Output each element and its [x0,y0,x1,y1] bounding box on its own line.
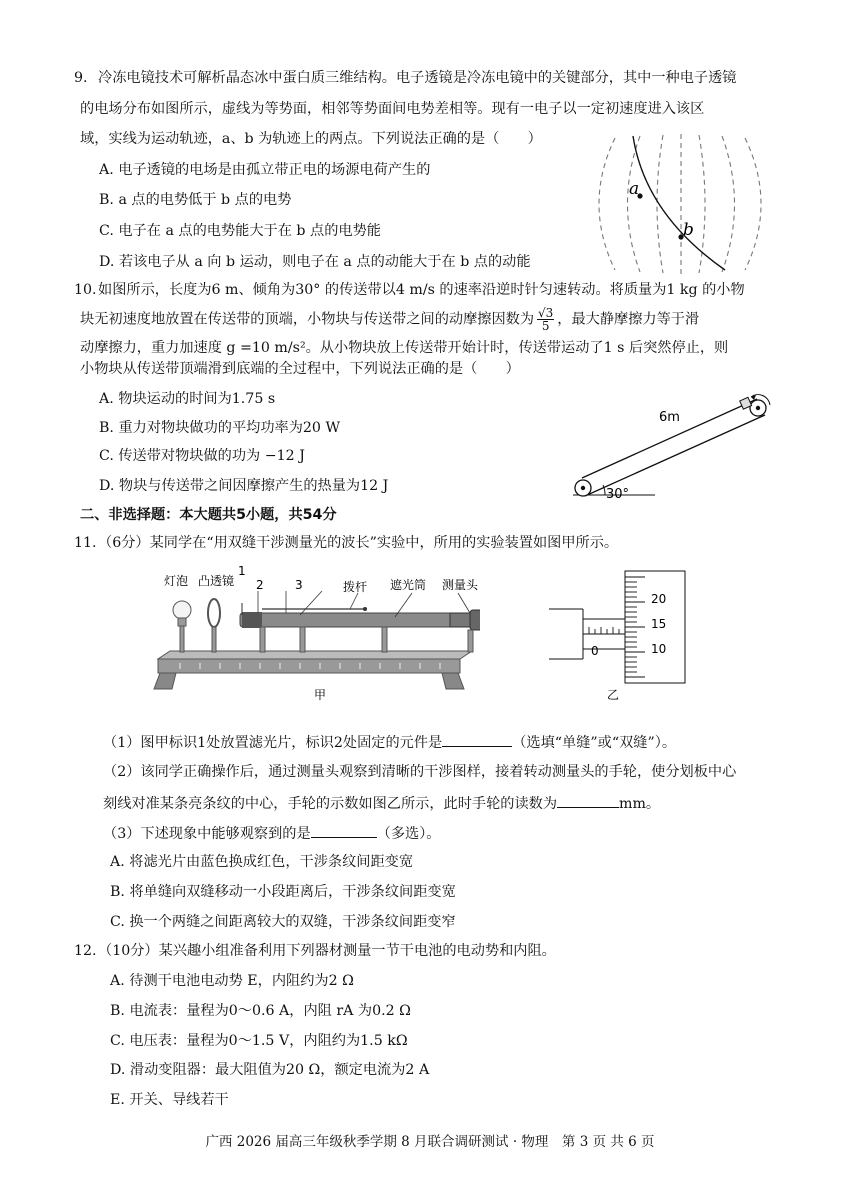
label-lever: 拨杆 [343,580,368,594]
q11-micrometer-figure [545,563,695,703]
q11-number: 11. [74,535,97,551]
q9-field-figure [585,134,775,274]
q10-option-b: B. 重力对物块做功的平均功率为20 W [99,420,341,436]
tick-0: 0 [591,644,599,658]
q11-option-c: C. 换一个两缝之间距离较大的双缝，干涉条纹间距变窄 [110,914,456,930]
q12-option-c: C. 电压表：量程为0～1.5 V，内阻约为1.5 kΩ [110,1033,408,1049]
q11-blank-1[interactable] [442,731,512,747]
q11-part-1: （1）图甲标识1处放置滤光片，标识2处固定的元件是 （选填“单缝”或“双缝”）。 [103,731,676,753]
tick-10: 10 [651,642,667,656]
q9-option-b: B. a 点的电势低于 b 点的电势 [99,192,292,208]
page-footer: 广西 2026 届高三年级秋季学期 8 月联合调研测试 · 物理 第 3 页 共 6 页 [205,1134,655,1150]
q11-part-2-line-2: 刻线对准某条亮条纹的中心，手轮的示数如图乙所示，此时手轮的读数为 mm。 [103,792,660,814]
q11-part-3: （3）下述现象中能够观察到的是 （多选）。 [103,822,441,844]
q11-blank-2[interactable] [557,792,619,808]
q10-option-d: D. 物块与传送带之间因摩擦产生的热量为12 J [99,478,389,494]
q9-number: 9. [74,70,88,86]
tick-20: 20 [651,592,667,606]
label-3: 3 [295,578,303,592]
q10-line-4: 小物块从传送带顶端滑到底端的全过程中，下列说法正确的是（ ） [80,361,520,377]
q12-option-d: D. 滑动变阻器：最大阻值为20 Ω，额定电流为2 A [110,1062,430,1078]
q9-line-1: 9. 冷冻电镜技术可解析晶态冰中蛋白质三维结构。电子透镜是冷冻电镜中的关键部分，其中一种电子透镜 [74,70,737,86]
q12-option-e: E. 开关、导线若干 [110,1092,229,1108]
q10-line-3: 动摩擦力，重力加速度 g =10 m/s²。从小物块放上传送带开始计时，传送带运动了1 s 后突然停止，则 [80,340,729,356]
q11-option-b: B. 将单缝向双缝移动一小段距离后，干涉条纹间距变宽 [110,884,456,900]
q9-option-c: C. 电子在 a 点的电势能大于在 b 点的电势能 [99,223,381,239]
q9-option-d: D. 若该电子从 a 向 b 运动，则电子在 a 点的动能大于在 b 点的动能 [99,254,531,270]
label-2: 2 [256,578,264,592]
q9-option-a: A. 电子透镜的电场是由孤立带正电的场源电荷产生的 [99,162,431,178]
label-1: 1 [238,564,246,578]
q10-option-c: C. 传送带对物块做的功为 −12 J [99,448,305,464]
q11-intro: 11. （6分）某同学在“用双缝干涉测量光的波长”实验中，所用的实验装置如图甲所示。 [74,535,619,551]
q10-line-2: 块无初速度地放置在传送带的顶端，小物块与传送带之间的动摩擦因数为 $\frac{√3}{5}$ ，最大静摩擦力等于滑 [80,306,700,333]
q11-blank-3[interactable] [311,822,377,838]
q11-apparatus-figure [150,563,480,703]
q10-friction-fraction: $\frac{√3}{5}$ [538,306,554,333]
q9-label-a: a [629,179,640,199]
q10-option-a: A. 物块运动的时间为1.75 s [99,391,276,407]
q10-number: 10. [74,282,97,298]
label-convex-lens: 凸透镜 [198,574,235,588]
label-light-tube: 遮光筒 [390,578,427,592]
caption-jia: 甲 [314,688,327,702]
q9-label-b: b [683,220,694,240]
caption-yi: 乙 [607,688,620,702]
q12-intro: 12. （10分）某兴趣小组准备利用下列器材测量一节干电池的电动势和内阻。 [74,943,556,959]
q12-option-a: A. 待测干电池电动势 E，内阻约为2 Ω [110,973,354,989]
label-lamp: 灯泡 [164,574,189,588]
q12-option-b: B. 电流表：量程为0～0.6 A，内阻 rA 为0.2 Ω [110,1003,411,1019]
q10-line-1: 10. 如图所示，长度为6 m、倾角为30° 的传送带以4 m/s 的速率沿逆时针匀速转动。将质量为1 kg 的小物 [74,282,745,298]
q9-line-3: 域，实线为运动轨迹，a、b 为轨迹上的两点。下列说法正确的是（ ） [80,131,542,147]
q9-line-2: 的电场分布如图所示，虚线为等势面，相邻等势面间电势差相等。现有一电子以一定初速度进入该区 [80,101,705,117]
q11-part-2-line-1: （2）该同学正确操作后，通过测量头观察到清晰的干涉图样，接着转动测量头的手轮，使分划板中心 [103,764,737,780]
q12-number: 12. [74,943,97,959]
q11-option-a: A. 将滤光片由蓝色换成红色，干涉条纹间距变宽 [110,854,414,870]
q10-angle-label: 30° [606,487,630,502]
q10-length-label: 6m [659,410,680,425]
q10-conveyor-figure [565,375,785,505]
tick-15: 15 [651,617,667,631]
section-2-header: 二、非选择题：本大题共5小题，共54分 [80,507,337,523]
label-measuring-head: 测量头 [442,578,479,592]
